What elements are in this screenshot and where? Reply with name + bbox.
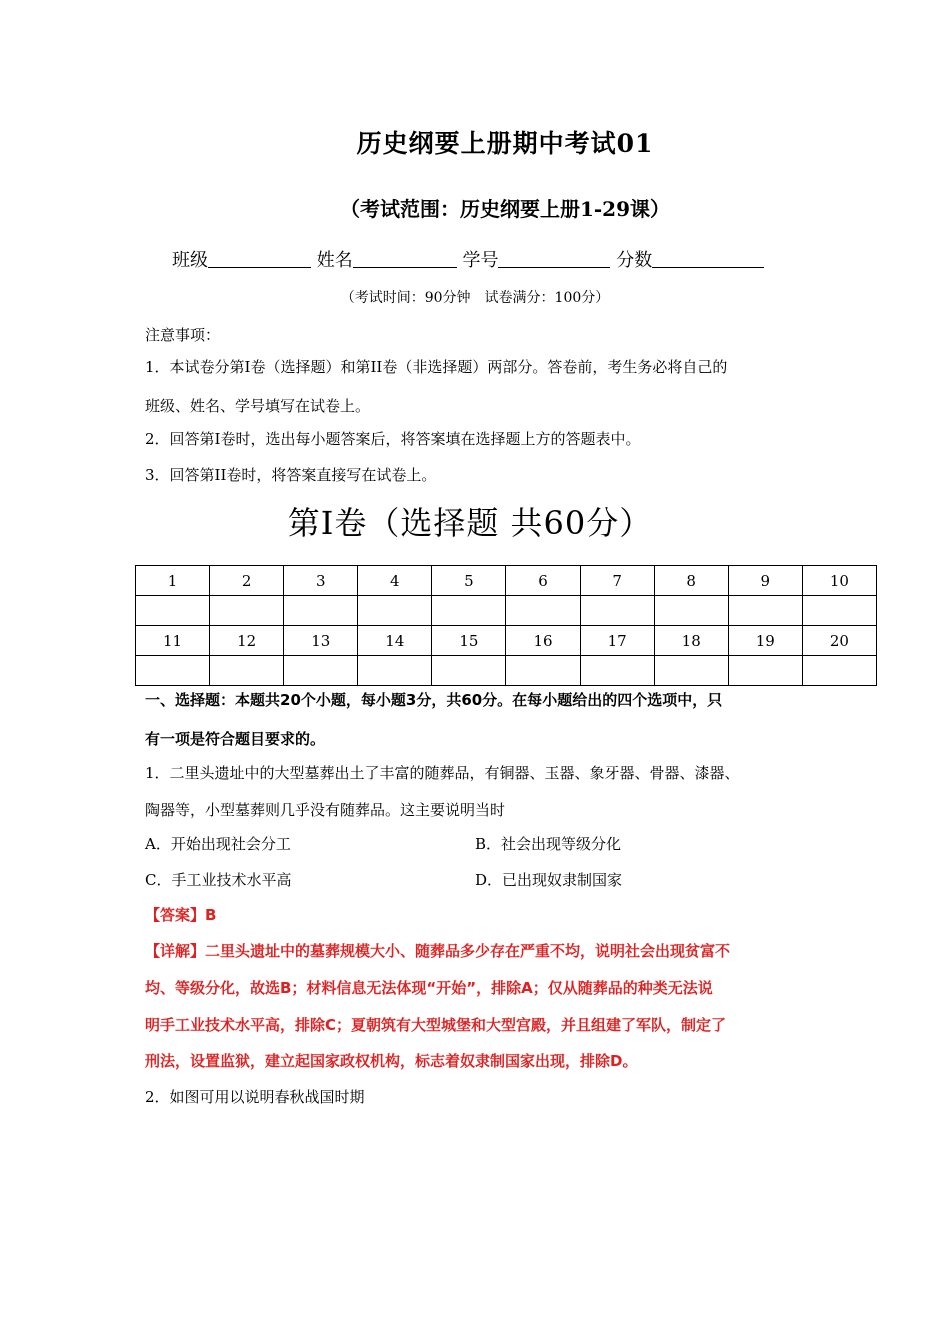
id-label: 学号 xyxy=(462,250,499,271)
answer-number: 14 xyxy=(358,626,432,656)
part1-instructions: 一、选择题：本题共20个小题，每小题3分，共60分。在每小题给出的四个选项中，只 xyxy=(145,691,723,709)
answer-number: 5 xyxy=(432,566,506,596)
answer-cell[interactable] xyxy=(432,656,506,686)
answer-cell[interactable] xyxy=(284,656,358,686)
answer-number: 10 xyxy=(802,566,876,596)
exam-scope: （考试范围：历史纲要上册1-29课） xyxy=(339,197,671,221)
name-blank[interactable] xyxy=(353,249,457,268)
answer-number: 9 xyxy=(728,566,802,596)
answer-cell[interactable] xyxy=(654,656,728,686)
answer-cell[interactable] xyxy=(358,596,432,626)
answer-number: 13 xyxy=(284,626,358,656)
answer-cell[interactable] xyxy=(136,656,210,686)
answer-number: 17 xyxy=(580,626,654,656)
q1-option-a[interactable]: A．开始出现社会分工 xyxy=(145,835,291,853)
student-info-row xyxy=(172,246,764,272)
q1-option-d[interactable]: D．已出现奴隶制国家 xyxy=(475,871,623,889)
notice-item: 2．回答第I卷时，选出每小题答案后，将答案填在选择题上方的答题表中。 xyxy=(145,430,641,448)
name-label: 姓名 xyxy=(316,250,353,271)
section-title: 第I卷（选择题 共60分） xyxy=(287,504,653,542)
answer-number-row xyxy=(136,566,877,596)
answer-number: 11 xyxy=(136,626,210,656)
part1-instructions: 有一项是符合题目要求的。 xyxy=(145,730,326,748)
q1-stem: 1．二里头遗址中的大型墓葬出土了丰富的随葬品，有铜器、玉器、象牙器、骨器、漆器、 xyxy=(145,764,740,782)
answer-cell[interactable] xyxy=(210,656,284,686)
answer-number: 15 xyxy=(432,626,506,656)
answer-cell[interactable] xyxy=(802,596,876,626)
answer-cell[interactable] xyxy=(284,596,358,626)
class-blank[interactable] xyxy=(208,249,311,268)
answer-number: 20 xyxy=(802,626,876,656)
answer-cell[interactable] xyxy=(802,656,876,686)
answer-number: 12 xyxy=(210,626,284,656)
answer-number: 2 xyxy=(210,566,284,596)
q1-explanation: 刑法，设置监狱，建立起国家政权机构，标志着奴隶制国家出现，排除D。 xyxy=(145,1052,638,1070)
answer-cell[interactable] xyxy=(136,596,210,626)
q2-stem: 2．如图可用以说明春秋战国时期 xyxy=(145,1088,365,1106)
q1-option-c[interactable]: C．手工业技术水平高 xyxy=(145,871,292,889)
q1-option-b[interactable]: B．社会出现等级分化 xyxy=(475,835,622,853)
answer-number: 7 xyxy=(580,566,654,596)
answer-number: 8 xyxy=(654,566,728,596)
answer-cell[interactable] xyxy=(654,596,728,626)
answer-grid xyxy=(135,565,877,686)
answer-blank-row xyxy=(136,596,877,626)
score-label: 分数 xyxy=(616,250,653,271)
id-blank[interactable] xyxy=(498,249,610,268)
time-note: （考试时间：90分钟 试卷满分：100分） xyxy=(340,290,610,306)
answer-number-row xyxy=(136,626,877,656)
q1-explanation: 【详解】二里头遗址中的墓葬规模大小、随葬品多少存在严重不均，说明社会出现贫富不 xyxy=(145,942,731,960)
notice-heading: 注意事项： xyxy=(145,326,221,344)
answer-cell[interactable] xyxy=(580,596,654,626)
answer-cell[interactable] xyxy=(358,656,432,686)
notice-item: 1．本试卷分第I卷（选择题）和第II卷（非选择题）两部分。答卷前，考生务必将自己的 xyxy=(145,358,728,376)
q1-explanation: 均、等级分化，故选B；材料信息无法体现“开始”，排除A；仅从随葬品的种类无法说 xyxy=(145,979,713,997)
answer-number: 6 xyxy=(506,566,580,596)
answer-number: 18 xyxy=(654,626,728,656)
q1-answer: 【答案】B xyxy=(145,906,217,924)
answer-cell[interactable] xyxy=(580,656,654,686)
answer-cell[interactable] xyxy=(432,596,506,626)
notice-item: 3．回答第II卷时，将答案直接写在试卷上。 xyxy=(145,466,437,484)
q1-stem: 陶器等，小型墓葬则几乎没有随葬品。这主要说明当时 xyxy=(145,801,506,819)
score-blank[interactable] xyxy=(652,249,764,268)
q1-explanation: 明手工业技术水平高，排除C；夏朝筑有大型城堡和大型宫殿，并且组建了军队，制定了 xyxy=(145,1016,727,1034)
answer-number: 4 xyxy=(358,566,432,596)
answer-cell[interactable] xyxy=(506,596,580,626)
answer-blank-row xyxy=(136,656,877,686)
answer-cell[interactable] xyxy=(506,656,580,686)
answer-number: 16 xyxy=(506,626,580,656)
answer-cell[interactable] xyxy=(210,596,284,626)
notice-item: 班级、姓名、学号填写在试卷上。 xyxy=(145,397,371,415)
answer-cell[interactable] xyxy=(728,656,802,686)
class-label: 班级 xyxy=(172,250,208,271)
answer-number: 1 xyxy=(136,566,210,596)
exam-title: 历史纲要上册期中考试01 xyxy=(356,129,654,158)
answer-cell[interactable] xyxy=(728,596,802,626)
answer-number: 19 xyxy=(728,626,802,656)
answer-number: 3 xyxy=(284,566,358,596)
